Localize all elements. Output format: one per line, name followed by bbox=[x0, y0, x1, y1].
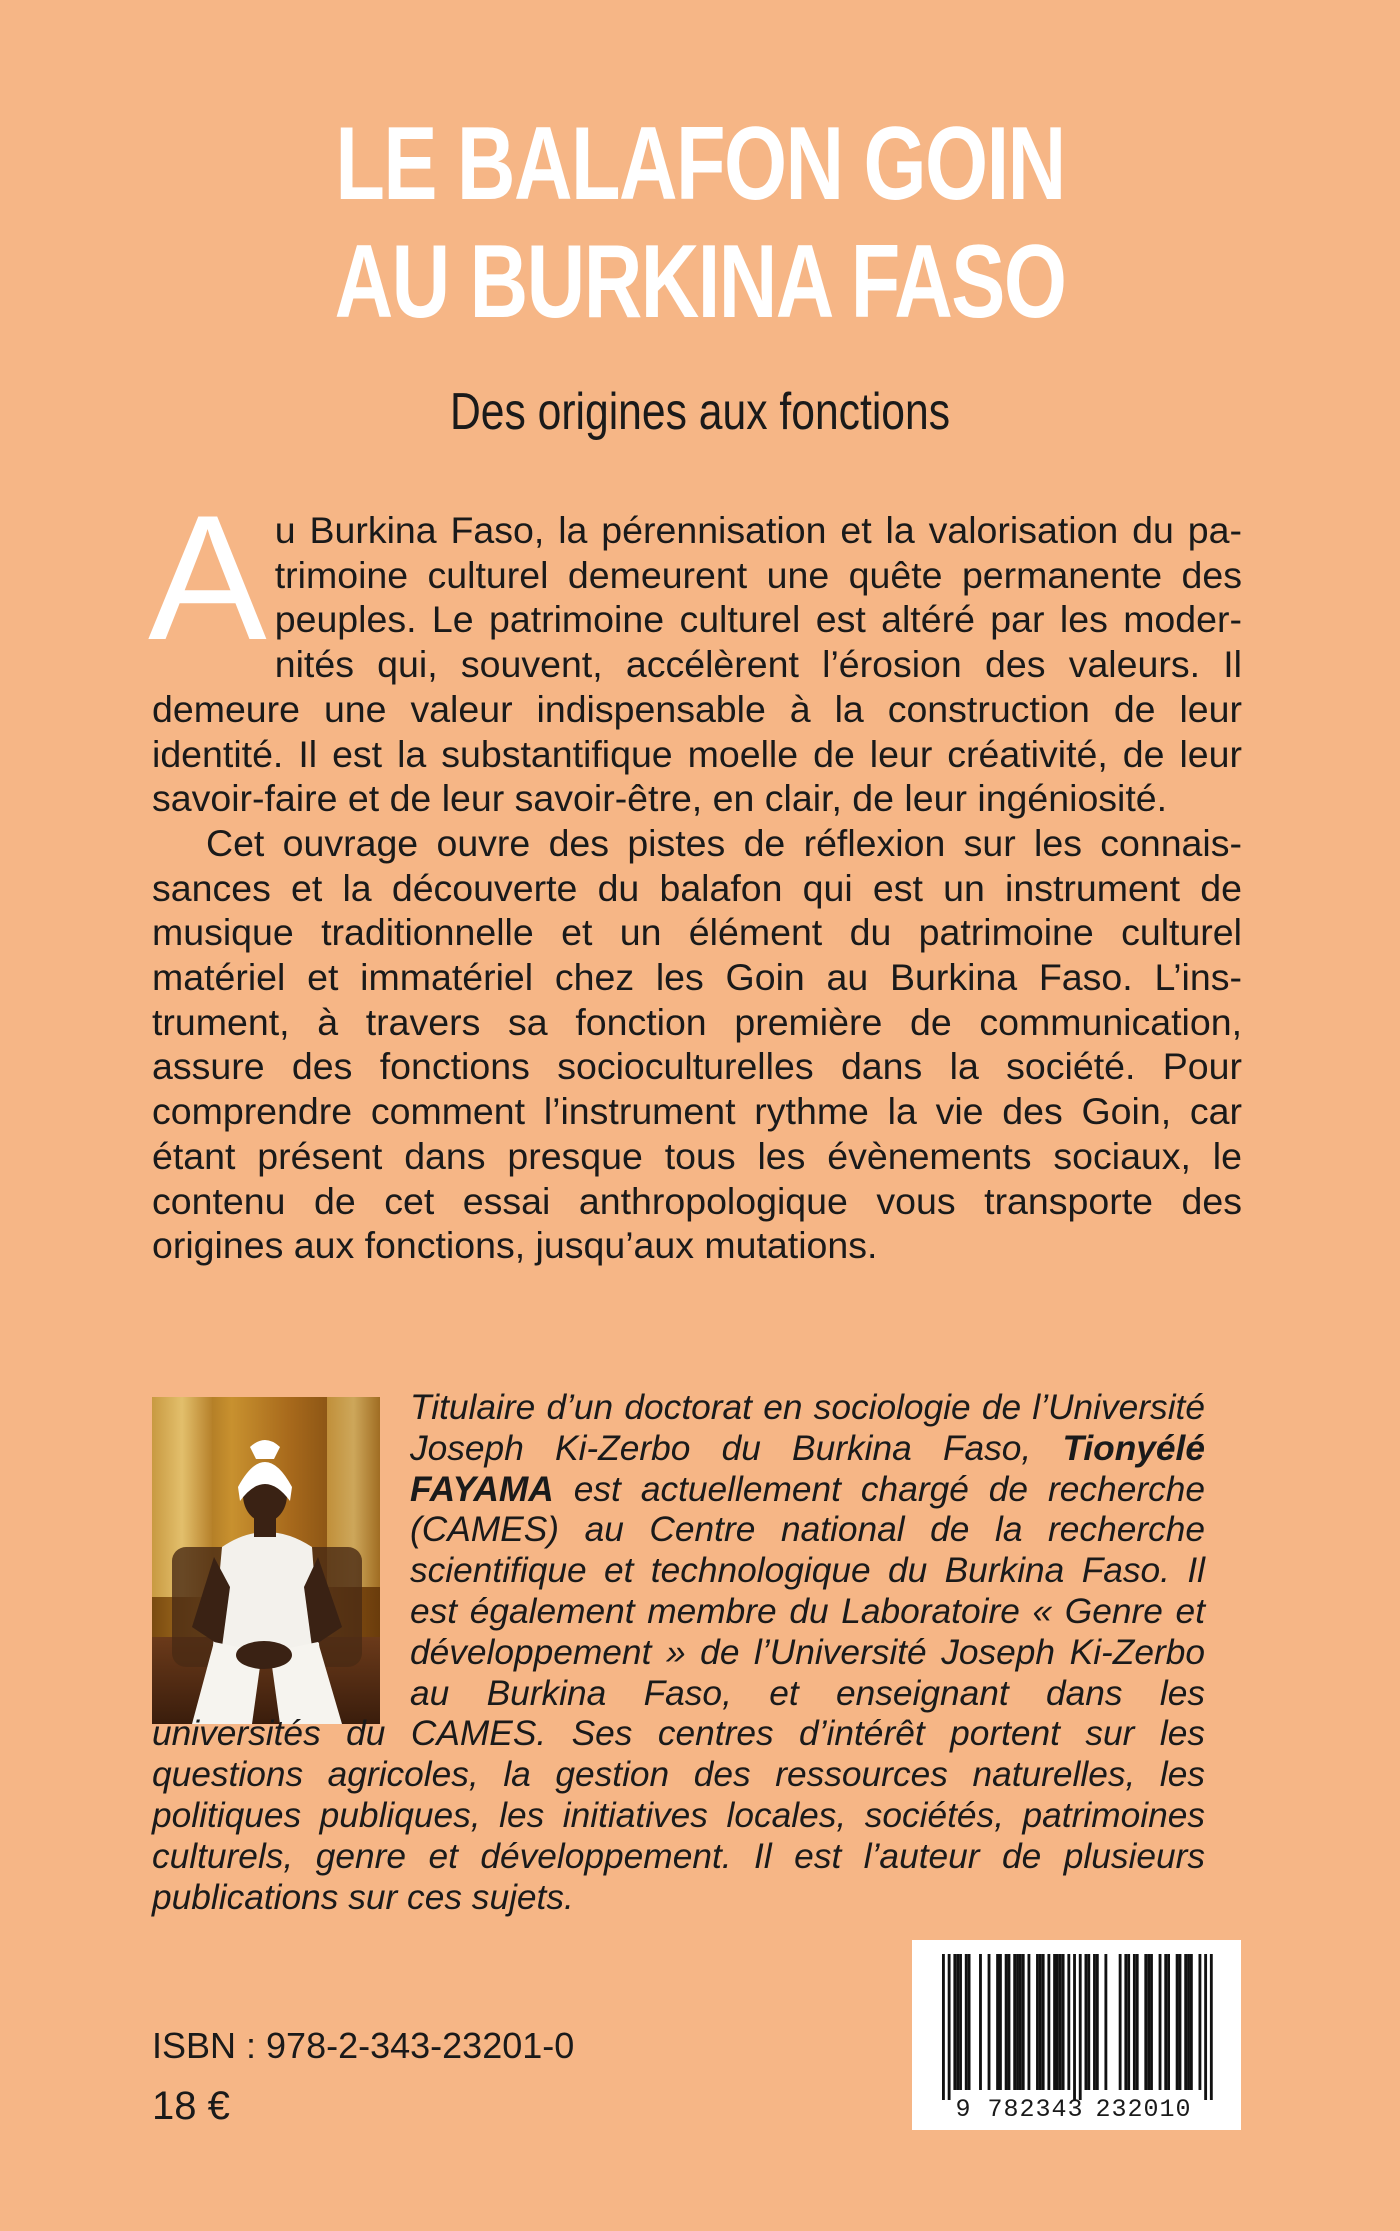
isbn: ISBN : 978-2-343-23201-0 bbox=[152, 2025, 575, 2066]
blurb-paragraph-2: Cet ouvrage ouvre des pistes de réflexion sur les connaissances et la découverte du balafon qui est un instrument de musique traditionnelle et un élément du patrimoine culturel matériel et immatériel chez les Goin au Burkina Faso. L’instrument, à travers sa fonction première de communication, assure des fonctions socioculturelles dans la société. Pour comprendre comment l’instrument rythme la vie des Goin, car étant présent dans presque tous les évènements sociaux, le contenu de cet essai anthropologique vous transporte des origines aux fonctions, jusqu’aux mutations. bbox=[152, 821, 1242, 1267]
barcode-bar bbox=[1150, 1954, 1153, 2090]
barcode-bar bbox=[1087, 1954, 1090, 2090]
barcode-bar bbox=[1187, 1954, 1190, 2090]
barcode-bar bbox=[988, 1954, 991, 2090]
barcode-bar bbox=[1199, 1954, 1202, 2090]
barcode-bar bbox=[1042, 1954, 1045, 2090]
barcode-bar bbox=[1016, 1954, 1019, 2090]
barcode-digits-left: 782343 bbox=[987, 2095, 1084, 2124]
barcode bbox=[912, 1940, 1241, 2130]
barcode-bar bbox=[999, 1954, 1002, 2090]
barcode-bar bbox=[1124, 1954, 1127, 2090]
barcode-digit-first: 9 bbox=[955, 2095, 972, 2124]
barcode-bar bbox=[1056, 1954, 1059, 2090]
barcode-bar bbox=[1039, 1954, 1042, 2090]
book-title-line-1: LE BALAFON GOIN bbox=[335, 106, 1065, 222]
author-bio bbox=[152, 1388, 1205, 1918]
book-blurb bbox=[148, 478, 1242, 1268]
barcode-bar bbox=[1190, 1954, 1193, 2090]
barcode-bar bbox=[1176, 1954, 1179, 2090]
barcode-bar bbox=[979, 1954, 982, 2090]
author-name: Tionyélé FAYAMA bbox=[410, 1428, 1205, 1509]
barcode-bar bbox=[1119, 1954, 1122, 2090]
barcode-bar bbox=[1085, 1954, 1088, 2090]
barcode-bar bbox=[948, 1954, 951, 2100]
barcode-bar bbox=[1104, 1954, 1107, 2090]
blurb-paragraph-1-text: u Burkina Faso, la pérennisation et la valorisation du patrimoine culturel demeurent une quête permanente des peuples. Le patrimoine culturel est altéré par les modernités qui, souvent, accélèrent l’érosion des valeurs. Il demeure une valeur indispensable à la construction de leur identité. Il est la substantifique moelle de leur créativité, de leur savoir-faire et de leur savoir-être, en clair, de leur ingéniosité. bbox=[152, 509, 1242, 820]
barcode-digits bbox=[912, 2095, 1241, 2124]
photo-spacer bbox=[152, 1388, 410, 1714]
barcode-bar bbox=[1096, 1954, 1099, 2090]
book-subtitle: Des origines aux fonctions bbox=[449, 383, 951, 441]
barcode-bar bbox=[1047, 1954, 1050, 2090]
barcode-bar bbox=[956, 1954, 959, 2090]
barcode-bar bbox=[1008, 1954, 1011, 2090]
barcode-bar bbox=[1144, 1954, 1147, 2090]
barcode-bar bbox=[965, 1954, 968, 2090]
drop-cap: A bbox=[148, 478, 267, 677]
book-title-line-2: AU BURKINA FASO bbox=[334, 224, 1066, 340]
barcode-bar bbox=[1059, 1954, 1062, 2090]
blurb-paragraph-1 bbox=[148, 478, 1242, 821]
barcode-bar bbox=[1127, 1954, 1130, 2090]
barcode-bar bbox=[1167, 1954, 1170, 2090]
barcode-bar bbox=[996, 1954, 999, 2090]
author-bio-details: est actuellement chargé de recherche (CAMES) au Centre national de la recherche scientifique et technologique du Burkina Faso. Il est également membre du Laboratoire « Genre et développement » de l’Université Joseph Ki-Zerbo au Burkina Faso, et enseignant dans les universités du CAMES. Ses centres d’intérêt portent sur les questions agricoles, la gestion des ressources naturelles, les politiques publiques, les initiatives locales, sociétés, patrimoines culturels, genre et développement. Il est l’auteur de plusieurs publications sur ces sujets. bbox=[152, 1469, 1205, 1917]
barcode-bar bbox=[1147, 1954, 1150, 2090]
barcode-bar bbox=[1013, 1954, 1016, 2090]
barcode-bar bbox=[1184, 1954, 1187, 2090]
barcode-bar bbox=[1053, 1954, 1056, 2090]
price: 18 € bbox=[152, 2084, 230, 2128]
barcode-bar bbox=[953, 1954, 956, 2090]
barcode-bar bbox=[1079, 1954, 1082, 2100]
barcode-bar bbox=[1022, 1954, 1025, 2090]
barcode-bar bbox=[1159, 1954, 1162, 2090]
barcode-bar bbox=[1005, 1954, 1008, 2090]
barcode-bar bbox=[1019, 1954, 1022, 2090]
barcode-bar bbox=[1179, 1954, 1182, 2090]
barcode-bar bbox=[1210, 1954, 1213, 2100]
barcode-bar bbox=[942, 1954, 945, 2100]
barcode-bar bbox=[1036, 1954, 1039, 2090]
barcode-bars bbox=[912, 1940, 1241, 2100]
barcode-bar bbox=[1204, 1954, 1207, 2100]
barcode-bar bbox=[1067, 1954, 1070, 2090]
barcode-bar bbox=[1133, 1954, 1136, 2090]
book-title bbox=[154, 105, 1246, 341]
barcode-bar bbox=[1093, 1954, 1096, 2090]
barcode-bar bbox=[1136, 1954, 1139, 2090]
barcode-bar bbox=[968, 1954, 971, 2090]
barcode-digits-right: 232010 bbox=[1095, 2095, 1192, 2124]
barcode-bar bbox=[1073, 1954, 1076, 2100]
barcode-bar bbox=[1062, 1954, 1065, 2090]
barcode-bar bbox=[1028, 1954, 1031, 2090]
barcode-bar bbox=[1164, 1954, 1167, 2090]
author-bio-intro: Titulaire d’un doctorat en sociologie de l’Université Joseph Ki-Zerbo du Burkina Faso, bbox=[410, 1388, 1205, 1468]
barcode-bar bbox=[959, 1954, 962, 2090]
